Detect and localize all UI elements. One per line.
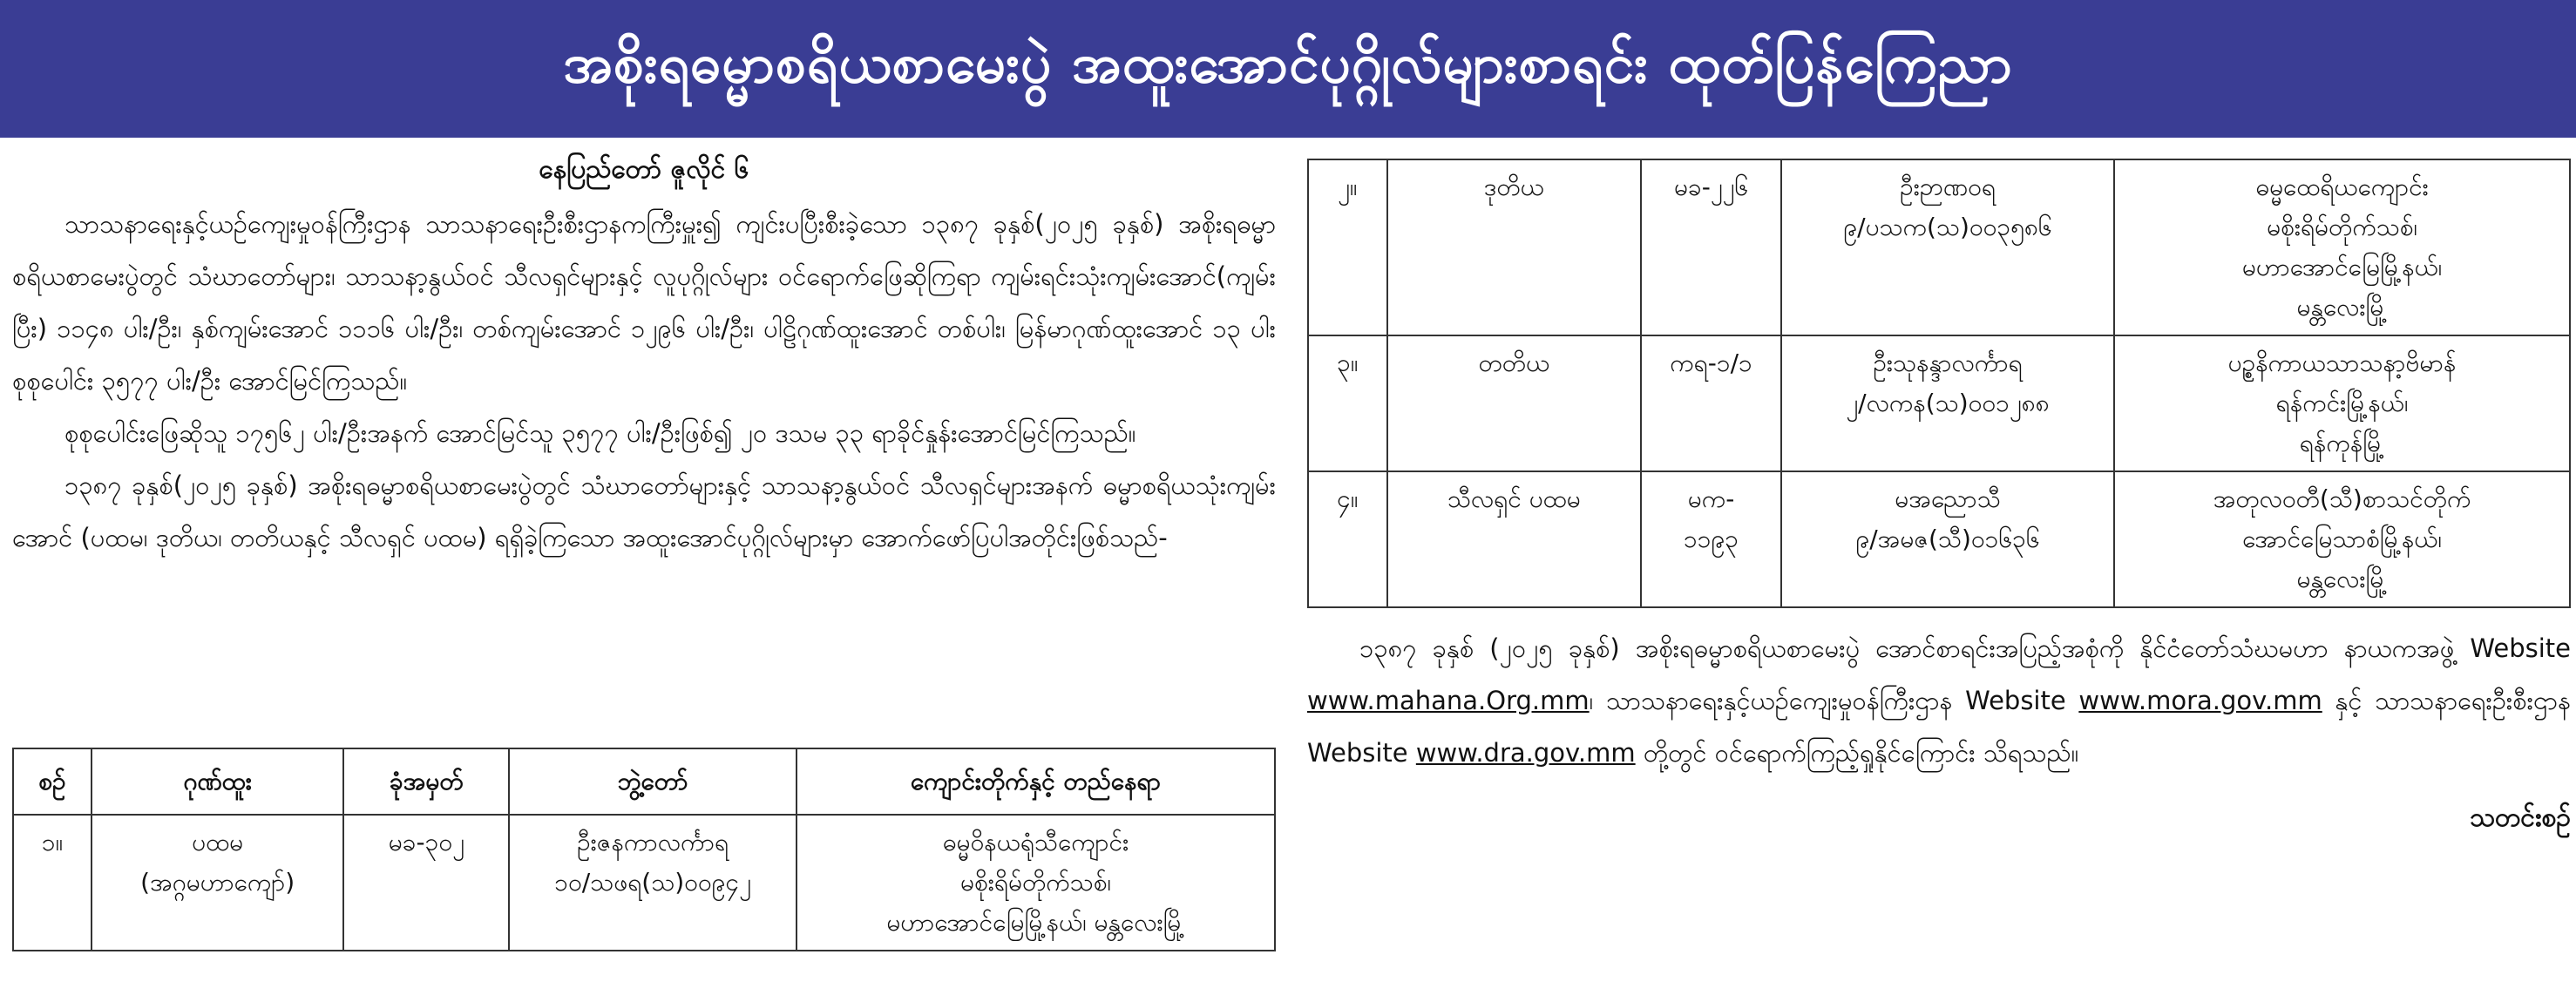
row-seat xyxy=(1641,159,1781,335)
closing-text: ၊ သာသနာရေးနှင့်ယဉ်ကျေးမှုဝန်ကြီးဌာန Website xyxy=(1589,686,2079,715)
row-monastery xyxy=(2114,159,2570,335)
seat-line: မခ-၃၀၂ xyxy=(388,828,464,856)
mora-website-link[interactable]: www.mora.gov.mm xyxy=(2078,686,2322,715)
header-title: ဘွဲ့တော် xyxy=(509,748,797,815)
monastery-line: ရန်ကင်းမြို့နယ်၊ xyxy=(2275,389,2409,417)
closing-paragraph xyxy=(1307,622,2571,779)
monastery-line: အတုလဝတီ(သီ)စာသင်တိုက် xyxy=(2213,484,2471,513)
dateline: နေပြည်တော် ဇူလိုင် ၆ xyxy=(539,154,749,185)
honor-line: (အဂ္ဂမဟာကျော်) xyxy=(140,868,295,897)
monastery-line: မစိုးရိမ်တိုက်သစ်၊ xyxy=(960,868,1111,897)
monastery-line: ဓမ္မထေရိယကျောင်း xyxy=(2255,173,2429,201)
row-monastery xyxy=(797,815,1275,951)
dra-website-link[interactable]: www.dra.gov.mm xyxy=(1415,738,1636,768)
header-seat: ခုံအမှတ် xyxy=(343,748,509,815)
table-header-row xyxy=(13,748,1275,815)
closing-text: တို့တွင် ဝင်ရောက်ကြည့်ရှုနိုင်ကြောင်း သိရသည်။ xyxy=(1635,738,2079,768)
seat-line: မခ-၂၂၆ xyxy=(1673,173,1749,201)
monastery-line: ပဥ္စနိကာယသာသနာ့ဗိမာန် xyxy=(2227,349,2457,377)
table-row xyxy=(13,815,1275,951)
headline-banner xyxy=(0,0,2576,138)
byline-signature: သတင်းစဉ် xyxy=(2470,802,2571,833)
article-left-column xyxy=(12,152,1276,937)
monastery-line: မဟာအောင်မြေမြို့နယ်၊ xyxy=(2241,253,2443,281)
title-line: ၉/ပသက(သ)၀၀၃၅၈၆ xyxy=(1843,213,2052,241)
row-seat xyxy=(1641,335,1781,471)
paragraph-3: ၁၃၈၇ ခုနှစ်(၂၀၂၅ ခုနှစ်) အစိုးရဓမ္မာစရိယစာမေးပွဲတွင် သံဃာတော်များနှင့် သာသနာ့နွယ်ဝင် သီလရှင်များအနက် ဓမ္မာစရိယသုံးကျမ်းအောင် (ပထမ၊ ဒုတိယ၊ တတိယနှင့် သီလရှင် ပထမ) ရရှိခဲ့ကြသော အထူးအောင်ပုဂ္ဂိုလ်များမှာ အောက်ဖော်ပြပါအတိုင်းဖြစ်သည်- xyxy=(12,471,1276,552)
monastery-line: ဓမ္မဝိနယရုံသီကျောင်း xyxy=(942,828,1129,856)
header-no: စဉ် xyxy=(13,748,92,815)
honor-line: ပထမ xyxy=(192,828,244,856)
row-honor xyxy=(92,815,344,951)
row-monastery xyxy=(2114,335,2570,471)
title-line: ဦးဇနကာလင်္ကာရ xyxy=(577,828,729,856)
row-honor xyxy=(1387,471,1642,607)
row-title xyxy=(1781,159,2114,335)
row-title xyxy=(509,815,797,951)
closing-text: ၁၃၈၇ ခုနှစ် (၂၀၂၅ ခုနှစ်) အစိုးရဓမ္မာစရိယစာမေးပွဲ အောင်စာရင်းအပြည့်အစုံကို နိုင်ငံတော်သံဃမဟာ နာယကအဖွဲ့ Website xyxy=(1359,633,2571,663)
honor-line: တတိယ xyxy=(1478,349,1550,377)
row-honor xyxy=(1387,335,1642,471)
seat-line: ၁၁၉၃ xyxy=(1684,525,1739,553)
row-no: ၃။ xyxy=(1308,335,1387,471)
row-title xyxy=(1781,471,2114,607)
winners-table-part-1 xyxy=(12,748,1276,951)
title-line: ၁၀/သဖရ(သ)၀၀၉၄၂ xyxy=(554,868,751,897)
honor-line: ဒုတိယ xyxy=(1483,173,1544,201)
row-title xyxy=(1781,335,2114,471)
title-line: ဦးဉာဏဝရ xyxy=(1900,173,1996,201)
row-seat xyxy=(1641,471,1781,607)
mahana-website-link[interactable]: www.mahana.Org.mm xyxy=(1307,686,1590,715)
table-row xyxy=(1308,159,2570,335)
monastery-line: မစိုးရိမ်တိုက်သစ်၊ xyxy=(2267,213,2417,241)
row-seat xyxy=(343,815,509,951)
paragraph-2: စုစုပေါင်းဖြေဆိုသူ ၁၇၅၆၂ ပါး/ဦးအနက် အောင်မြင်သူ ၃၅၇၇ ပါး/ဦးဖြစ်၍ ၂၀ ဒသမ ၃၃ ရာခိုင်နှုန်းအောင်မြင်ကြသည်။ xyxy=(64,418,1136,448)
article-right-column xyxy=(1307,159,2571,839)
table-row xyxy=(1308,471,2570,607)
honor-line: သီလရှင် ပထမ xyxy=(1447,484,1581,513)
row-no: ၂။ xyxy=(1308,159,1387,335)
row-no: ၁။ xyxy=(13,815,92,951)
seat-line: မက- xyxy=(1687,484,1735,513)
header-honor: ဂုဏ်ထူး xyxy=(92,748,344,815)
monastery-line: မဟာအောင်မြေမြို့နယ်၊ မန္တလေးမြို့ xyxy=(886,908,1185,937)
paragraph-1: သာသနာရေးနှင့်ယဉ်ကျေးမှုဝန်ကြီးဌာန သာသနာရေးဦးစီးဌာနကကြီးမှူး၍ ကျင်းပပြီးစီးခဲ့သော ၁၃၈၇ ခုနှစ်(၂၀၂၅ ခုနှစ်) အစိုးရဓမ္မာစရိယစာမေးပွဲတွင် သံဃာတော်များ၊ သာသနာ့နွယ်ဝင် သီလရှင်များနှင့် လူပုဂ္ဂိုလ်များ ဝင်ရောက်ဖြေဆိုကြရာ ကျမ်းရင်းသုံးကျမ်းအောင်(ကျမ်းပြီး) ၁၁၄၈ ပါး/ဦး၊ နှစ်ကျမ်းအောင် ၁၁၁၆ ပါး/ဦး၊ တစ်ကျမ်းအောင် ၁၂၉၆ ပါး/ဦး၊ ပါဠိဂုဏ်ထူးအောင် တစ်ပါး၊ မြန်မာဂုဏ်ထူးအောင် ၁၃ ပါး စုစုပေါင်း ၃၅၇၇ ပါး/ဦး အောင်မြင်ကြသည်။ xyxy=(12,209,1276,396)
row-monastery xyxy=(2114,471,2570,607)
monastery-line: မန္တလေးမြို့ xyxy=(2296,565,2388,593)
title-line: မအညောသီ xyxy=(1895,484,2001,513)
headline-title: အစိုးရဓမ္မာစရိယစာမေးပွဲ အထူးအောင်ပုဂ္ဂိုလ်များစာရင်း ထုတ်ပြန်ကြေညာ xyxy=(563,30,2013,95)
winners-table-part-2 xyxy=(1307,159,2571,608)
title-line: ၂/လကန(သ)၀၀၁၂၈၈ xyxy=(1846,389,2050,417)
monastery-line: မန္တလေးမြို့ xyxy=(2296,293,2388,322)
row-honor xyxy=(1387,159,1642,335)
row-no: ၄။ xyxy=(1308,471,1387,607)
title-line: ဦးသုနန္ဒာလင်္ကာရ xyxy=(1873,349,2023,377)
monastery-line: ရန်ကုန်မြို့ xyxy=(2299,429,2385,457)
monastery-line: အောင်မြေသာစံမြို့နယ်၊ xyxy=(2242,525,2442,553)
title-line: ၉/အမဇ(သီ)၀၁၆၃၆ xyxy=(1855,525,2040,553)
seat-line: ကရ-၁/၁ xyxy=(1670,349,1752,377)
header-monastery: ကျောင်းတိုက်နှင့် တည်နေရာ xyxy=(797,748,1275,815)
table-row xyxy=(1308,335,2570,471)
closing-text: နှင့် သာသနာရေးဦးစီးဌာန Website xyxy=(1307,686,2571,768)
